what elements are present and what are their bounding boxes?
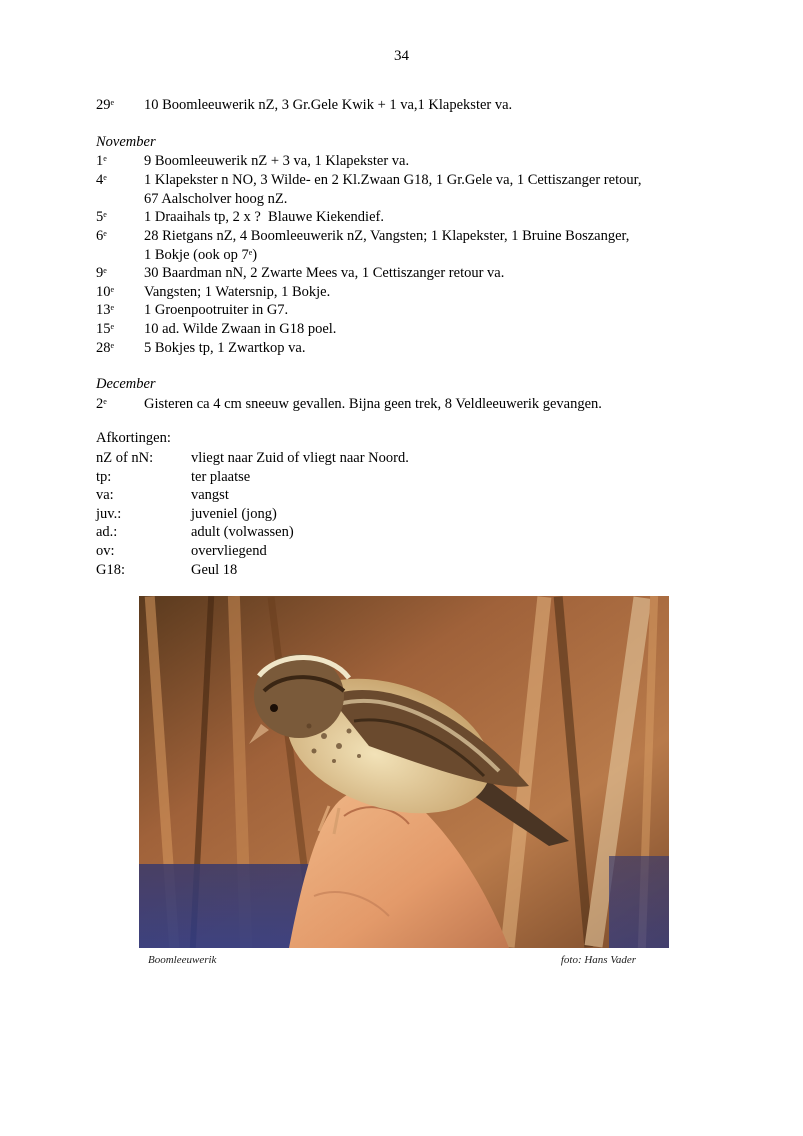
entry-text: 1 Klapekster n NO, 3 Wilde- en 2 Kl.Zwaan G18, 1 Gr.Gele va, 1 Cettiszanger retour, 67 Aalscholver hoog nZ.	[144, 172, 642, 207]
log-entry: 4e 1 Klapekster n NO, 3 Wilde- en 2 Kl.Zwaan G18, 1 Gr.Gele va, 1 Cettiszanger retour, 67 Aalscholver hoog nZ.	[96, 171, 784, 208]
entry-text: Vangsten; 1 Watersnip, 1 Bokje.	[144, 284, 331, 300]
entry-day: 29e	[96, 97, 115, 113]
log-entry: 2e Gisteren ca 4 cm sneeuw gevallen. Bijna geen trek, 8 Veldleeuwerik gevangen.	[96, 395, 744, 414]
bird-photo	[139, 596, 669, 948]
month-heading-december: December	[96, 376, 156, 392]
log-entry-29	[96, 96, 744, 115]
log-entry: 1e 9 Boomleeuwerik nZ + 3 va, 1 Klapekster va.	[96, 152, 744, 171]
entry-text: 9 Boomleeuwerik nZ + 3 va, 1 Klapekster va.	[144, 153, 410, 169]
log-entry: 6e 28 Rietgans nZ, 4 Boomleeuwerik nZ, Vangsten; 1 Klapekster, 1 Bruine Boszanger, 1 Bokje (ook op 7e)	[96, 227, 784, 264]
photo-caption: Boomleeuwerik	[148, 954, 217, 966]
log-entry: 10e Vangsten; 1 Watersnip, 1 Bokje.	[96, 283, 744, 302]
entry-text: 1 Groenpootruiter in G7.	[144, 302, 289, 318]
log-entry: 15e 10 ad. Wilde Zwaan in G18 poel.	[96, 320, 744, 339]
month-heading-november: November	[96, 134, 156, 150]
entry-text: Gisteren ca 4 cm sneeuw gevallen. Bijna geen trek, 8 Veldleeuwerik gevangen.	[144, 396, 602, 412]
entry-text: 5 Bokjes tp, 1 Zwartkop va.	[144, 340, 306, 356]
abbreviations-title: Afkortingen:	[96, 430, 171, 446]
photo-credit: foto: Hans Vader	[560, 954, 636, 966]
entry-text: 1 Draaihals tp, 2 x ? Blauwe Kiekendief.	[144, 209, 384, 225]
log-entry: 5e 1 Draaihals tp, 2 x ? Blauwe Kiekendief.	[96, 208, 744, 227]
entry-text: 10 Boomleeuwerik nZ, 3 Gr.Gele Kwik + 1 va,1 Klapekster va.	[144, 97, 513, 113]
page-number: 34	[394, 48, 409, 64]
log-entry: 13e 1 Groenpootruiter in G7.	[96, 301, 744, 320]
log-entry: 28e 5 Bokjes tp, 1 Zwartkop va.	[96, 339, 744, 358]
entry-text: 10 ad. Wilde Zwaan in G18 poel.	[144, 321, 337, 337]
entry-text: 30 Baardman nN, 2 Zwarte Mees va, 1 Cettiszanger retour va.	[144, 265, 505, 281]
entry-text: 28 Rietgans nZ, 4 Boomleeuwerik nZ, Vangsten; 1 Klapekster, 1 Bruine Boszanger, 1 Bokje (ook op 7e)	[144, 228, 630, 263]
log-entry: 9e 30 Baardman nN, 2 Zwarte Mees va, 1 Cettiszanger retour va.	[96, 264, 744, 283]
